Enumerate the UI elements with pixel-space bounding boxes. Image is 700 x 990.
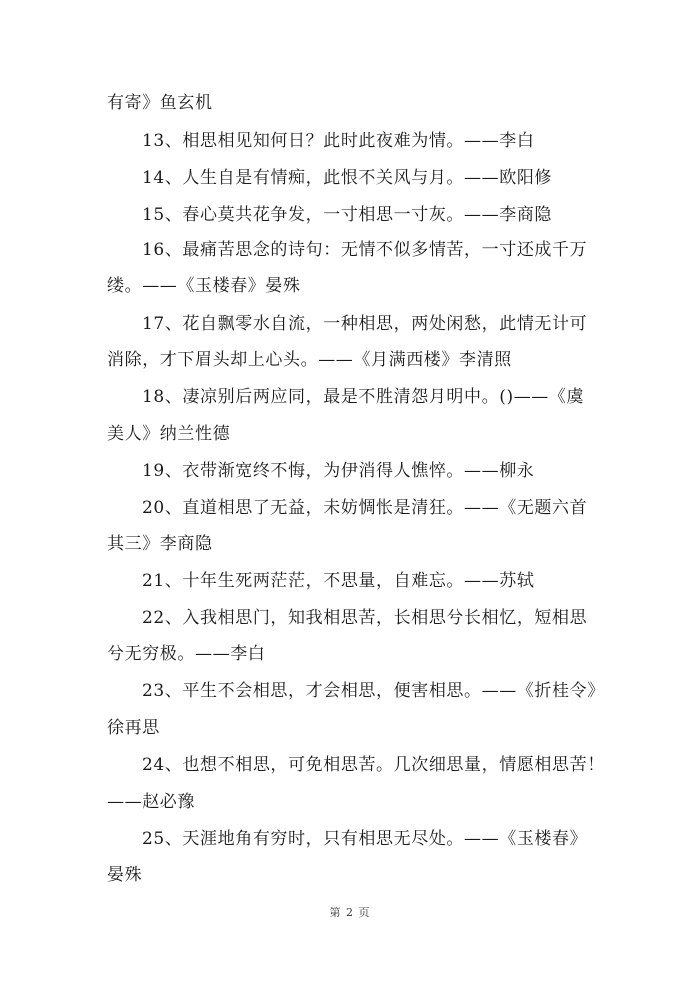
text-line: 徐再思 xyxy=(107,718,160,738)
text-line: 17、花自飘零水自流，一种相思，两处闲愁，此情无计可 xyxy=(142,314,588,334)
text-line: 美人》纳兰性德 xyxy=(107,424,231,444)
text-line: 25、天涯地角有穷时，只有相思无尽处。——《玉楼春》 xyxy=(142,829,588,849)
text-line: 21、十年生死两茫茫，不思量，自难忘。——苏轼 xyxy=(142,571,535,591)
text-line: 14、人生自是有情痴，此恨不关风与月。——欧阳修 xyxy=(142,168,553,188)
text-line: 16、最痛苦思念的诗句：无情不似多情苦，一寸还成千万 xyxy=(142,240,588,260)
text-line: 晏殊 xyxy=(107,865,143,885)
text-line: 13、相思相见知何日？此时此夜难为情。——李白 xyxy=(142,131,535,151)
text-line: ——赵必豫 xyxy=(107,792,195,812)
text-line: 19、衣带渐宽终不悔，为伊消得人憔悴。——柳永 xyxy=(142,461,535,481)
text-line: 18、凄凉别后两应同，最是不胜清怨月明中。()——《虞 xyxy=(142,387,585,407)
text-line: 15、春心莫共花争发，一寸相思一寸灰。——李商隐 xyxy=(142,205,553,225)
text-line: 22、入我相思门，知我相思苦，长相思兮长相忆，短相思 xyxy=(142,608,588,628)
text-line: 有寄》鱼玄机 xyxy=(107,93,213,113)
text-line: 24、也想不相思，可免相思苦。几次细思量，情愿相思苦！ xyxy=(142,755,605,775)
page-number: 第 2 页 xyxy=(329,906,371,919)
text-line: 其三》李商隐 xyxy=(107,534,213,554)
text-line: 缕。——《玉楼春》晏殊 xyxy=(107,276,301,296)
text-line: 兮无穷极。——李白 xyxy=(107,644,266,664)
text-line: 消除，才下眉头却上心头。——《月满西楼》李清照 xyxy=(107,350,512,370)
text-line: 20、直道相思了无益，未妨惆怅是清狂。——《无题六首 xyxy=(142,498,588,518)
text-line: 23、平生不会相思，才会相思，便害相思。——《折桂令》 xyxy=(142,681,605,701)
